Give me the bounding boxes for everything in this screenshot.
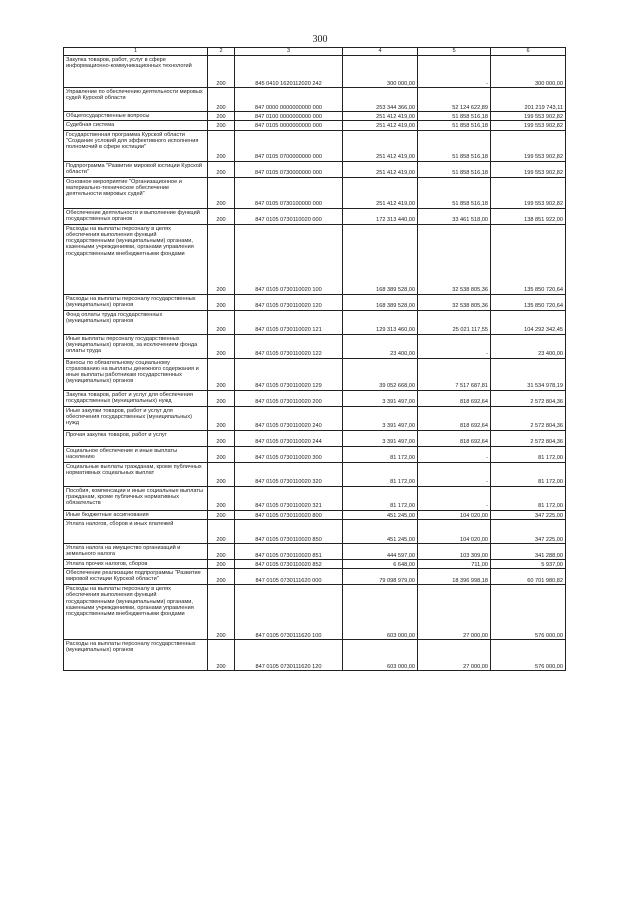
row-approved-amount: 251 412 419,00 [343,130,418,161]
row-executed-amount: - [418,486,491,510]
row-remaining-amount: 2 572 804,36 [491,430,566,446]
row-description: Уплата налогов, сборов и иных платежей [64,519,208,543]
row-remaining-amount: 576 000,00 [491,585,566,640]
row-approved-amount: 300 000,00 [343,56,418,88]
row-description: Общегосударственные вопросы [64,112,208,121]
row-line-code: 200 [208,121,235,130]
row-approved-amount: 451 245,00 [343,519,418,543]
row-line-code: 200 [208,112,235,121]
row-budget-code: 847 0105 0730110020 240 [235,406,343,430]
table-row [64,486,566,510]
row-remaining-amount: 2 572 804,36 [491,406,566,430]
table-row [64,121,566,130]
row-executed-amount: 711,00 [418,559,491,568]
table-row [64,446,566,462]
row-approved-amount: 3 391 497,00 [343,390,418,406]
row-description: Расходы на выплаты персоналу государственных (муниципальных) органов [64,640,208,671]
table-row [64,161,566,177]
row-budget-code: 847 0105 0730110020 200 [235,390,343,406]
row-approved-amount: 172 313 440,00 [343,208,418,224]
row-approved-amount: 251 412 419,00 [343,112,418,121]
row-line-code: 200 [208,358,235,390]
table-row [64,640,566,671]
header-cell-6: 6 [491,48,566,56]
row-approved-amount: 603 000,00 [343,640,418,671]
header-row [64,48,566,56]
row-description: Расходы на выплаты персоналу в целях обеспечения выполнения функций государственными (муниципальными) органами, казенными учреждениями, органами управления государственными внебюджетными фондами [64,224,208,294]
row-executed-amount: 104 020,00 [418,519,491,543]
row-line-code: 200 [208,462,235,486]
row-approved-amount: 81 172,00 [343,446,418,462]
row-executed-amount: 27 000,00 [418,640,491,671]
row-executed-amount: 25 021 117,55 [418,310,491,334]
row-description: Расходы на выплаты персоналу в целях обеспечения выполнения функций государственными (муниципальными) органами, казенными учреждениями, органами управления государственными внебюджетными фондами [64,585,208,640]
row-description: Иные закупки товаров, работ и услуг для обеспечения государственных (муниципальных) нужд [64,406,208,430]
row-remaining-amount: 31 534 978,19 [491,358,566,390]
row-executed-amount: 104 020,00 [418,510,491,519]
row-approved-amount: 79 098 979,00 [343,569,418,585]
row-budget-code: 847 0105 0730110020 852 [235,559,343,568]
row-approved-amount: 168 389 528,00 [343,224,418,294]
row-budget-code: 847 0105 0730111620 000 [235,569,343,585]
table-row [64,208,566,224]
row-budget-code: 847 0000 0000000000 000 [235,88,343,112]
table-row [64,130,566,161]
header-cell-3: 3 [235,48,343,56]
row-remaining-amount: 300 000,00 [491,56,566,88]
table-row [64,112,566,121]
row-line-code: 200 [208,88,235,112]
row-remaining-amount: 81 172,00 [491,446,566,462]
table-row [64,510,566,519]
row-budget-code: 847 0105 0730110020 800 [235,510,343,519]
row-executed-amount: - [418,334,491,358]
row-line-code: 200 [208,519,235,543]
row-budget-code: 847 0105 0000000000 000 [235,121,343,130]
row-line-code: 200 [208,585,235,640]
row-description: Прочая закупка товаров, работ и услуг [64,430,208,446]
table-row [64,462,566,486]
row-budget-code: 847 0105 0730100000 000 [235,177,343,208]
row-remaining-amount: 138 851 922,00 [491,208,566,224]
row-line-code: 200 [208,208,235,224]
row-line-code: 200 [208,56,235,88]
row-executed-amount: 18 396 998,18 [418,569,491,585]
table-row [64,585,566,640]
row-approved-amount: 81 172,00 [343,462,418,486]
row-executed-amount: 818 692,64 [418,430,491,446]
row-budget-code: 847 0105 0730110020 000 [235,208,343,224]
row-line-code: 200 [208,390,235,406]
row-executed-amount: - [418,56,491,88]
row-approved-amount: 253 344 366,00 [343,88,418,112]
header-cell-4: 4 [343,48,418,56]
row-description: Иные выплаты персоналу государственных (муниципальных) органов, за исключением фонда оплаты труда [64,334,208,358]
row-remaining-amount: 199 553 902,82 [491,177,566,208]
page-number: 300 [312,34,328,45]
row-description: Обеспечение реализации подпрограммы "Развитие мировой юстиции Курской области" [64,569,208,585]
row-description: Взносы по обязательному социальному страхованию на выплаты денежного содержания и иные выплаты работникам государственных (муниципальных) органов [64,358,208,390]
row-budget-code: 847 0105 0730110020 120 [235,294,343,310]
row-approved-amount: 251 412 419,00 [343,121,418,130]
header-cell-5: 5 [418,48,491,56]
row-budget-code: 845 0410 1620112020 242 [235,56,343,88]
row-remaining-amount: 23 400,00 [491,334,566,358]
row-remaining-amount: 2 572 804,36 [491,390,566,406]
row-description: Иные бюджетные ассигнования [64,510,208,519]
row-budget-code: 847 0105 0730110020 851 [235,543,343,559]
row-line-code: 200 [208,543,235,559]
row-line-code: 200 [208,559,235,568]
row-budget-code: 847 0100 0000000000 000 [235,112,343,121]
row-remaining-amount: 347 225,00 [491,510,566,519]
table-row [64,406,566,430]
row-line-code: 200 [208,640,235,671]
row-description: Уплата прочих налогов, сборов [64,559,208,568]
row-approved-amount: 39 052 668,00 [343,358,418,390]
row-description: Подпрограмма "Развитие мировой юстиции Курской области" [64,161,208,177]
row-line-code: 200 [208,294,235,310]
row-executed-amount: 51 858 516,18 [418,130,491,161]
row-budget-code: 847 0105 0730110020 300 [235,446,343,462]
row-line-code: 200 [208,161,235,177]
row-executed-amount: 32 538 805,36 [418,294,491,310]
row-budget-code: 847 0105 0730110020 321 [235,486,343,510]
row-executed-amount: 52 124 622,89 [418,88,491,112]
row-executed-amount: 51 858 516,18 [418,121,491,130]
row-remaining-amount: 81 172,00 [491,462,566,486]
row-line-code: 200 [208,446,235,462]
row-approved-amount: 251 412 419,00 [343,177,418,208]
row-line-code: 200 [208,510,235,519]
row-approved-amount: 3 391 497,00 [343,430,418,446]
table-row [64,519,566,543]
row-description: Фонд оплаты труда государственных (муниципальных) органов [64,310,208,334]
row-budget-code: 847 0105 0730110020 122 [235,334,343,358]
row-budget-code: 847 0105 0730110020 244 [235,430,343,446]
row-approved-amount: 603 000,00 [343,585,418,640]
row-executed-amount: - [418,462,491,486]
table-row [64,569,566,585]
row-executed-amount: 51 858 516,18 [418,177,491,208]
row-remaining-amount: 60 701 980,82 [491,569,566,585]
table-row [64,543,566,559]
row-approved-amount: 6 648,00 [343,559,418,568]
row-remaining-amount: 81 172,00 [491,486,566,510]
row-remaining-amount: 199 553 902,82 [491,130,566,161]
row-description: Государственная программа Курской области "Создание условий для эффективного исполнения полномочий в сфере юстиции" [64,130,208,161]
row-executed-amount: - [418,446,491,462]
row-approved-amount: 451 245,00 [343,510,418,519]
row-description: Закупка товаров, работ, услуг в сфере информационно-коммуникационных технологий [64,56,208,88]
row-line-code: 200 [208,310,235,334]
row-budget-code: 847 0105 0730000000 000 [235,161,343,177]
row-executed-amount: 51 858 516,18 [418,112,491,121]
table-row [64,334,566,358]
row-executed-amount: 103 309,00 [418,543,491,559]
row-approved-amount: 168 389 528,00 [343,294,418,310]
row-line-code: 200 [208,177,235,208]
row-description: Уплата налога на имущество организаций и земельного налога [64,543,208,559]
table-row [64,559,566,568]
row-remaining-amount: 341 288,00 [491,543,566,559]
row-remaining-amount: 135 850 720,64 [491,224,566,294]
row-remaining-amount: 201 219 743,11 [491,88,566,112]
row-approved-amount: 3 391 497,00 [343,406,418,430]
row-description: Расходы на выплаты персоналу государственных (муниципальных) органов [64,294,208,310]
table-row [64,56,566,88]
row-description: Обеспечение деятельности и выполнение функций государственных органов [64,208,208,224]
row-executed-amount: 27 000,00 [418,585,491,640]
row-line-code: 200 [208,224,235,294]
row-line-code: 200 [208,486,235,510]
row-approved-amount: 129 313 460,00 [343,310,418,334]
table-row [64,88,566,112]
row-remaining-amount: 199 553 902,82 [491,112,566,121]
row-budget-code: 847 0105 0730110020 129 [235,358,343,390]
row-budget-code: 847 0105 0730111620 120 [235,640,343,671]
row-line-code: 200 [208,334,235,358]
row-description: Основное мероприятие "Организационное и материально-техническое обеспечение деятельности мировых судей" [64,177,208,208]
row-budget-code: 847 0105 0730110020 121 [235,310,343,334]
table-row [64,390,566,406]
row-description: Социальное обеспечение и иные выплаты населению [64,446,208,462]
budget-table [63,47,566,671]
row-executed-amount: 818 692,64 [418,406,491,430]
row-line-code: 200 [208,406,235,430]
row-line-code: 200 [208,130,235,161]
row-remaining-amount: 199 553 902,82 [491,121,566,130]
row-remaining-amount: 347 225,00 [491,519,566,543]
row-remaining-amount: 104 292 342,45 [491,310,566,334]
row-executed-amount: 33 461 518,00 [418,208,491,224]
row-budget-code: 847 0105 0700000000 000 [235,130,343,161]
row-budget-code: 847 0105 0730110020 850 [235,519,343,543]
row-budget-code: 847 0105 0730110020 320 [235,462,343,486]
table-row [64,310,566,334]
row-remaining-amount: 5 937,00 [491,559,566,568]
header-cell-1: 1 [64,48,208,56]
row-approved-amount: 251 412 419,00 [343,161,418,177]
row-description: Судебная система [64,121,208,130]
row-remaining-amount: 135 850 720,64 [491,294,566,310]
row-executed-amount: 7 517 687,81 [418,358,491,390]
row-approved-amount: 81 172,00 [343,486,418,510]
row-description: Закупка товаров, работ и услуг для обеспечения государственных (муниципальных) нужд [64,390,208,406]
table-body [64,56,566,671]
row-budget-code: 847 0105 0730111620 100 [235,585,343,640]
row-line-code: 200 [208,430,235,446]
table-row [64,224,566,294]
row-line-code: 200 [208,569,235,585]
table-row [64,177,566,208]
row-executed-amount: 32 538 805,36 [418,224,491,294]
row-remaining-amount: 576 000,00 [491,640,566,671]
row-description: Управление по обеспечению деятельности мировых судей Курской области [64,88,208,112]
row-executed-amount: 51 858 516,18 [418,161,491,177]
row-executed-amount: 818 692,64 [418,390,491,406]
header-cell-2: 2 [208,48,235,56]
table-row [64,430,566,446]
table-row [64,294,566,310]
table-row [64,358,566,390]
row-description: Пособия, компенсации и иные социальные выплаты гражданам, кроме публичных нормативных обязательств [64,486,208,510]
row-approved-amount: 23 400,00 [343,334,418,358]
row-remaining-amount: 199 553 902,82 [491,161,566,177]
row-approved-amount: 444 597,00 [343,543,418,559]
row-description: Социальные выплаты гражданам, кроме публичных нормативных социальных выплат [64,462,208,486]
row-budget-code: 847 0105 0730110020 100 [235,224,343,294]
